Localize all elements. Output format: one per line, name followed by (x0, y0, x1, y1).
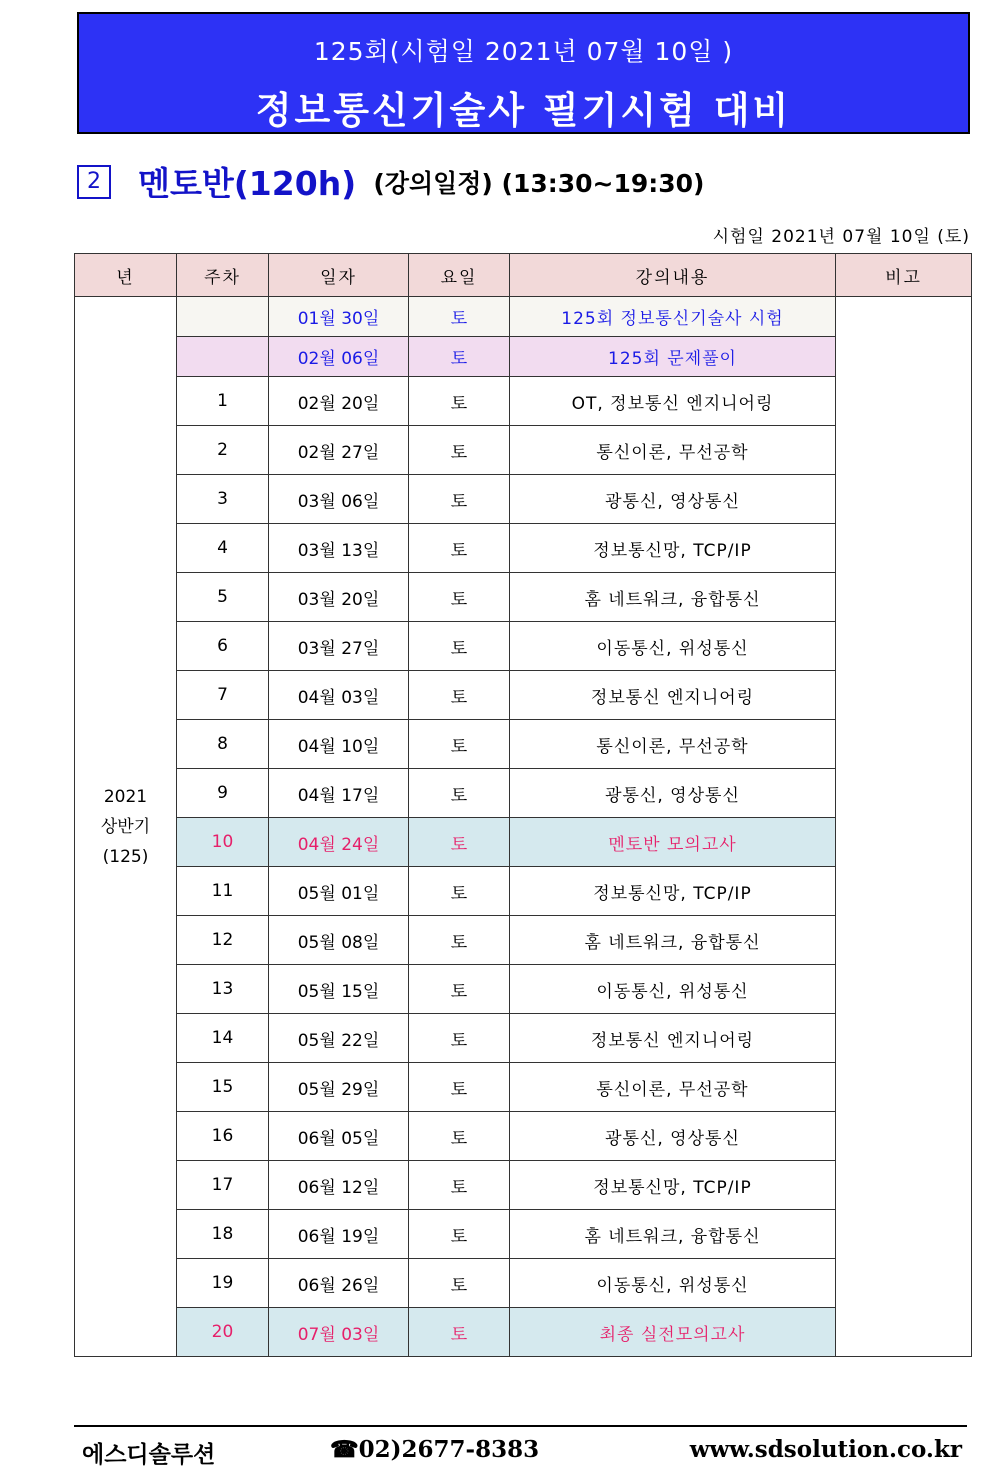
date-cell: 03월 27일 (269, 622, 409, 671)
date-cell: 07월 03일 (269, 1308, 409, 1357)
content-cell: 광통신, 영상통신 (510, 475, 836, 524)
week-cell: 12 (177, 916, 269, 965)
date-cell: 02월 20일 (269, 377, 409, 426)
day-cell: 토 (409, 426, 510, 475)
content-cell: 정보통신 엔지니어링 (510, 671, 836, 720)
day-cell: 토 (409, 916, 510, 965)
content-cell: 이동통신, 위성통신 (510, 1259, 836, 1308)
week-cell (177, 297, 269, 337)
date-cell: 02월 27일 (269, 426, 409, 475)
day-cell: 토 (409, 867, 510, 916)
date-cell: 05월 15일 (269, 965, 409, 1014)
content-cell: 멘토반 모의고사 (510, 818, 836, 867)
day-cell: 토 (409, 1063, 510, 1112)
content-cell: 이동통신, 위성통신 (510, 965, 836, 1014)
day-cell: 토 (409, 337, 510, 377)
day-cell: 토 (409, 377, 510, 426)
week-cell: 20 (177, 1308, 269, 1357)
footer-divider (74, 1425, 967, 1427)
schedule-table (74, 253, 972, 1357)
date-cell: 02월 06일 (269, 337, 409, 377)
day-cell: 토 (409, 1112, 510, 1161)
day-cell: 토 (409, 1259, 510, 1308)
content-cell: 정보통신망, TCP/IP (510, 867, 836, 916)
date-cell: 06월 26일 (269, 1259, 409, 1308)
year-cell (75, 297, 177, 1357)
section-number-box: 2 (77, 165, 111, 199)
week-cell: 16 (177, 1112, 269, 1161)
week-cell: 18 (177, 1210, 269, 1259)
content-cell: 125회 정보통신기술사 시험 (510, 297, 836, 337)
date-cell: 05월 22일 (269, 1014, 409, 1063)
week-cell: 7 (177, 671, 269, 720)
day-cell: 토 (409, 1014, 510, 1063)
content-cell: 125회 문제풀이 (510, 337, 836, 377)
week-cell: 2 (177, 426, 269, 475)
day-cell: 토 (409, 965, 510, 1014)
footer-phone: ☎02)2677-8383 (330, 1436, 540, 1463)
footer-company: 에스디솔루션 (82, 1441, 216, 1468)
date-cell: 05월 29일 (269, 1063, 409, 1112)
date-cell: 03월 06일 (269, 475, 409, 524)
week-cell: 19 (177, 1259, 269, 1308)
col-header-year: 년 (75, 254, 177, 297)
content-cell: 정보통신망, TCP/IP (510, 524, 836, 573)
week-cell: 10 (177, 818, 269, 867)
day-cell: 토 (409, 818, 510, 867)
week-cell: 8 (177, 720, 269, 769)
date-cell: 03월 13일 (269, 524, 409, 573)
week-cell: 11 (177, 867, 269, 916)
col-header-content: 강의내용 (510, 254, 836, 297)
content-cell: 정보통신망, TCP/IP (510, 1161, 836, 1210)
content-cell: 통신이론, 무선공학 (510, 720, 836, 769)
content-cell: 이동통신, 위성통신 (510, 622, 836, 671)
week-cell: 15 (177, 1063, 269, 1112)
date-cell: 01월 30일 (269, 297, 409, 337)
footer-website[interactable]: www.sdsolution.co.kr (689, 1436, 962, 1463)
content-cell: 홈 네트워크, 융합통신 (510, 916, 836, 965)
week-cell (177, 337, 269, 377)
week-cell: 17 (177, 1161, 269, 1210)
content-cell: 홈 네트워크, 융합통신 (510, 1210, 836, 1259)
col-header-day: 요일 (409, 254, 510, 297)
day-cell: 토 (409, 1210, 510, 1259)
week-cell: 5 (177, 573, 269, 622)
section-subtitle: (강의일정) (13:30~19:30) (373, 168, 705, 198)
day-cell: 토 (409, 573, 510, 622)
day-cell: 토 (409, 769, 510, 818)
date-cell: 03월 20일 (269, 573, 409, 622)
header-title: 정보통신기술사 필기시험 대비 (255, 89, 792, 132)
day-cell: 토 (409, 524, 510, 573)
day-cell: 토 (409, 622, 510, 671)
content-cell: 홈 네트워크, 융합통신 (510, 573, 836, 622)
col-header-date: 일자 (269, 254, 409, 297)
table-header-row (75, 254, 972, 297)
date-cell: 04월 10일 (269, 720, 409, 769)
week-cell: 1 (177, 377, 269, 426)
date-cell: 06월 05일 (269, 1112, 409, 1161)
col-header-week: 주차 (177, 254, 269, 297)
content-cell: OT, 정보통신 엔지니어링 (510, 377, 836, 426)
date-cell: 05월 01일 (269, 867, 409, 916)
header-banner (77, 12, 970, 134)
content-cell: 정보통신 엔지니어링 (510, 1014, 836, 1063)
date-cell: 05월 08일 (269, 916, 409, 965)
content-cell: 광통신, 영상통신 (510, 769, 836, 818)
day-cell: 토 (409, 671, 510, 720)
week-cell: 14 (177, 1014, 269, 1063)
week-cell: 4 (177, 524, 269, 573)
week-cell: 3 (177, 475, 269, 524)
week-cell: 13 (177, 965, 269, 1014)
day-cell: 토 (409, 1161, 510, 1210)
exam-date: 시험일 2021년 07월 10일 (토) (712, 227, 970, 247)
col-header-note: 비고 (836, 254, 972, 297)
content-cell: 통신이론, 무선공학 (510, 1063, 836, 1112)
year-value: 2021 (103, 786, 148, 807)
note-cell (836, 297, 972, 1357)
day-cell: 토 (409, 475, 510, 524)
section-heading (77, 158, 705, 202)
table-row (75, 297, 972, 337)
week-cell: 6 (177, 622, 269, 671)
year-half: 상반기 (100, 816, 151, 837)
section-title: 멘토반(120h) (138, 164, 357, 203)
date-cell: 04월 03일 (269, 671, 409, 720)
day-cell: 토 (409, 1308, 510, 1357)
date-cell: 06월 12일 (269, 1161, 409, 1210)
day-cell: 토 (409, 297, 510, 337)
year-round: (125) (102, 846, 149, 867)
date-cell: 04월 24일 (269, 818, 409, 867)
date-cell: 04월 17일 (269, 769, 409, 818)
week-cell: 9 (177, 769, 269, 818)
content-cell: 통신이론, 무선공학 (510, 426, 836, 475)
content-cell: 최종 실전모의고사 (510, 1308, 836, 1357)
footer (82, 1436, 962, 1472)
content-cell: 광통신, 영상통신 (510, 1112, 836, 1161)
header-exam-round: 125회(시험일 2021년 07월 10일 ) (313, 37, 734, 66)
day-cell: 토 (409, 720, 510, 769)
date-cell: 06월 19일 (269, 1210, 409, 1259)
